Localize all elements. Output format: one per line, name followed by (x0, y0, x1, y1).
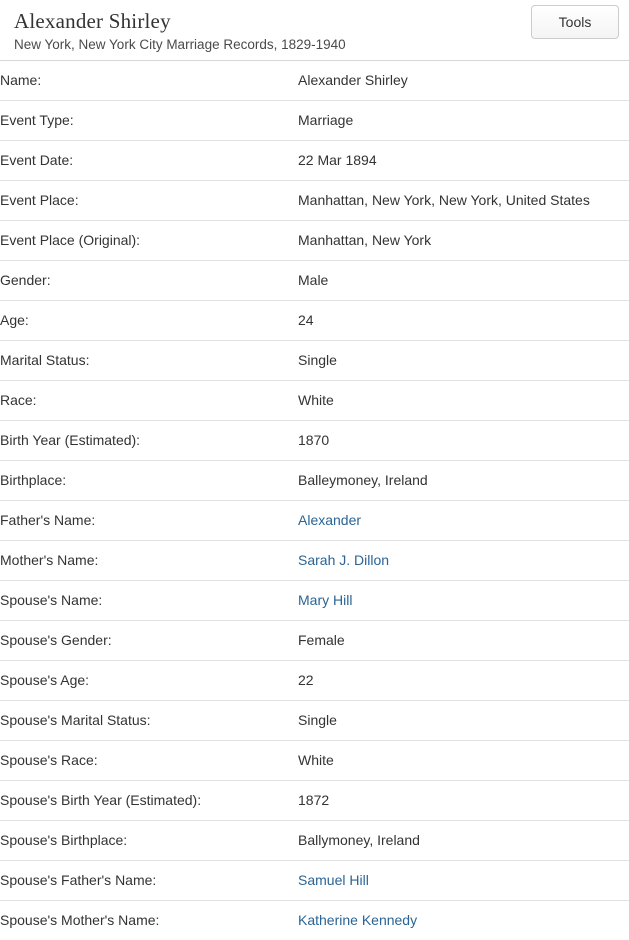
field-label: Gender: (0, 261, 298, 301)
field-value-link[interactable]: Samuel Hill (298, 872, 369, 888)
record-fields-table (0, 60, 629, 940)
field-label: Event Date: (0, 141, 298, 181)
field-value-link[interactable]: Katherine Kennedy (298, 912, 417, 928)
tools-button[interactable]: Tools (531, 5, 619, 39)
field-label: Spouse's Age: (0, 661, 298, 701)
table-row (0, 301, 629, 341)
field-value: Manhattan, New York (298, 221, 629, 261)
field-value-link[interactable]: Alexander (298, 512, 361, 528)
table-row (0, 261, 629, 301)
field-value: White (298, 381, 629, 421)
table-row (0, 741, 629, 781)
table-row (0, 61, 629, 101)
field-value-link[interactable]: Sarah J. Dillon (298, 552, 389, 568)
field-value (298, 541, 629, 581)
field-label: Spouse's Birthplace: (0, 821, 298, 861)
field-label: Spouse's Marital Status: (0, 701, 298, 741)
field-value: White (298, 741, 629, 781)
table-row (0, 101, 629, 141)
field-value: Female (298, 621, 629, 661)
field-value-link[interactable]: Mary Hill (298, 592, 352, 608)
field-label: Spouse's Name: (0, 581, 298, 621)
record-fields-body (0, 61, 629, 940)
table-row (0, 661, 629, 701)
field-label: Birth Year (Estimated): (0, 421, 298, 461)
field-label: Mother's Name: (0, 541, 298, 581)
field-label: Name: (0, 61, 298, 101)
table-row (0, 461, 629, 501)
field-value: Single (298, 341, 629, 381)
field-label: Marital Status: (0, 341, 298, 381)
field-value: Male (298, 261, 629, 301)
table-row (0, 821, 629, 861)
table-row (0, 501, 629, 541)
field-label: Event Type: (0, 101, 298, 141)
field-value (298, 501, 629, 541)
field-label: Spouse's Mother's Name: (0, 901, 298, 940)
field-value: Manhattan, New York, New York, United States (298, 181, 629, 221)
table-row (0, 381, 629, 421)
field-value (298, 581, 629, 621)
table-row (0, 861, 629, 901)
table-row (0, 701, 629, 741)
field-value: Marriage (298, 101, 629, 141)
field-label: Spouse's Gender: (0, 621, 298, 661)
table-row (0, 181, 629, 221)
table-row (0, 341, 629, 381)
table-row (0, 221, 629, 261)
field-label: Age: (0, 301, 298, 341)
table-row (0, 901, 629, 940)
field-value: Alexander Shirley (298, 61, 629, 101)
page-title: Alexander Shirley (14, 8, 617, 34)
field-value: Single (298, 701, 629, 741)
collection-subtitle: New York, New York City Marriage Records, 1829-1940 (14, 36, 617, 54)
field-label: Spouse's Race: (0, 741, 298, 781)
field-value (298, 861, 629, 901)
field-value: 24 (298, 301, 629, 341)
field-label: Spouse's Father's Name: (0, 861, 298, 901)
field-label: Race: (0, 381, 298, 421)
table-row (0, 781, 629, 821)
field-label: Event Place (Original): (0, 221, 298, 261)
field-label: Spouse's Birth Year (Estimated): (0, 781, 298, 821)
table-row (0, 581, 629, 621)
field-value: Balleymoney, Ireland (298, 461, 629, 501)
field-value: 22 Mar 1894 (298, 141, 629, 181)
field-value: 22 (298, 661, 629, 701)
field-value: 1872 (298, 781, 629, 821)
field-label: Birthplace: (0, 461, 298, 501)
field-label: Event Place: (0, 181, 298, 221)
field-value: Ballymoney, Ireland (298, 821, 629, 861)
field-value (298, 901, 629, 940)
table-row (0, 421, 629, 461)
record-header (0, 0, 629, 60)
field-label: Father's Name: (0, 501, 298, 541)
table-row (0, 621, 629, 661)
field-value: 1870 (298, 421, 629, 461)
table-row (0, 141, 629, 181)
table-row (0, 541, 629, 581)
